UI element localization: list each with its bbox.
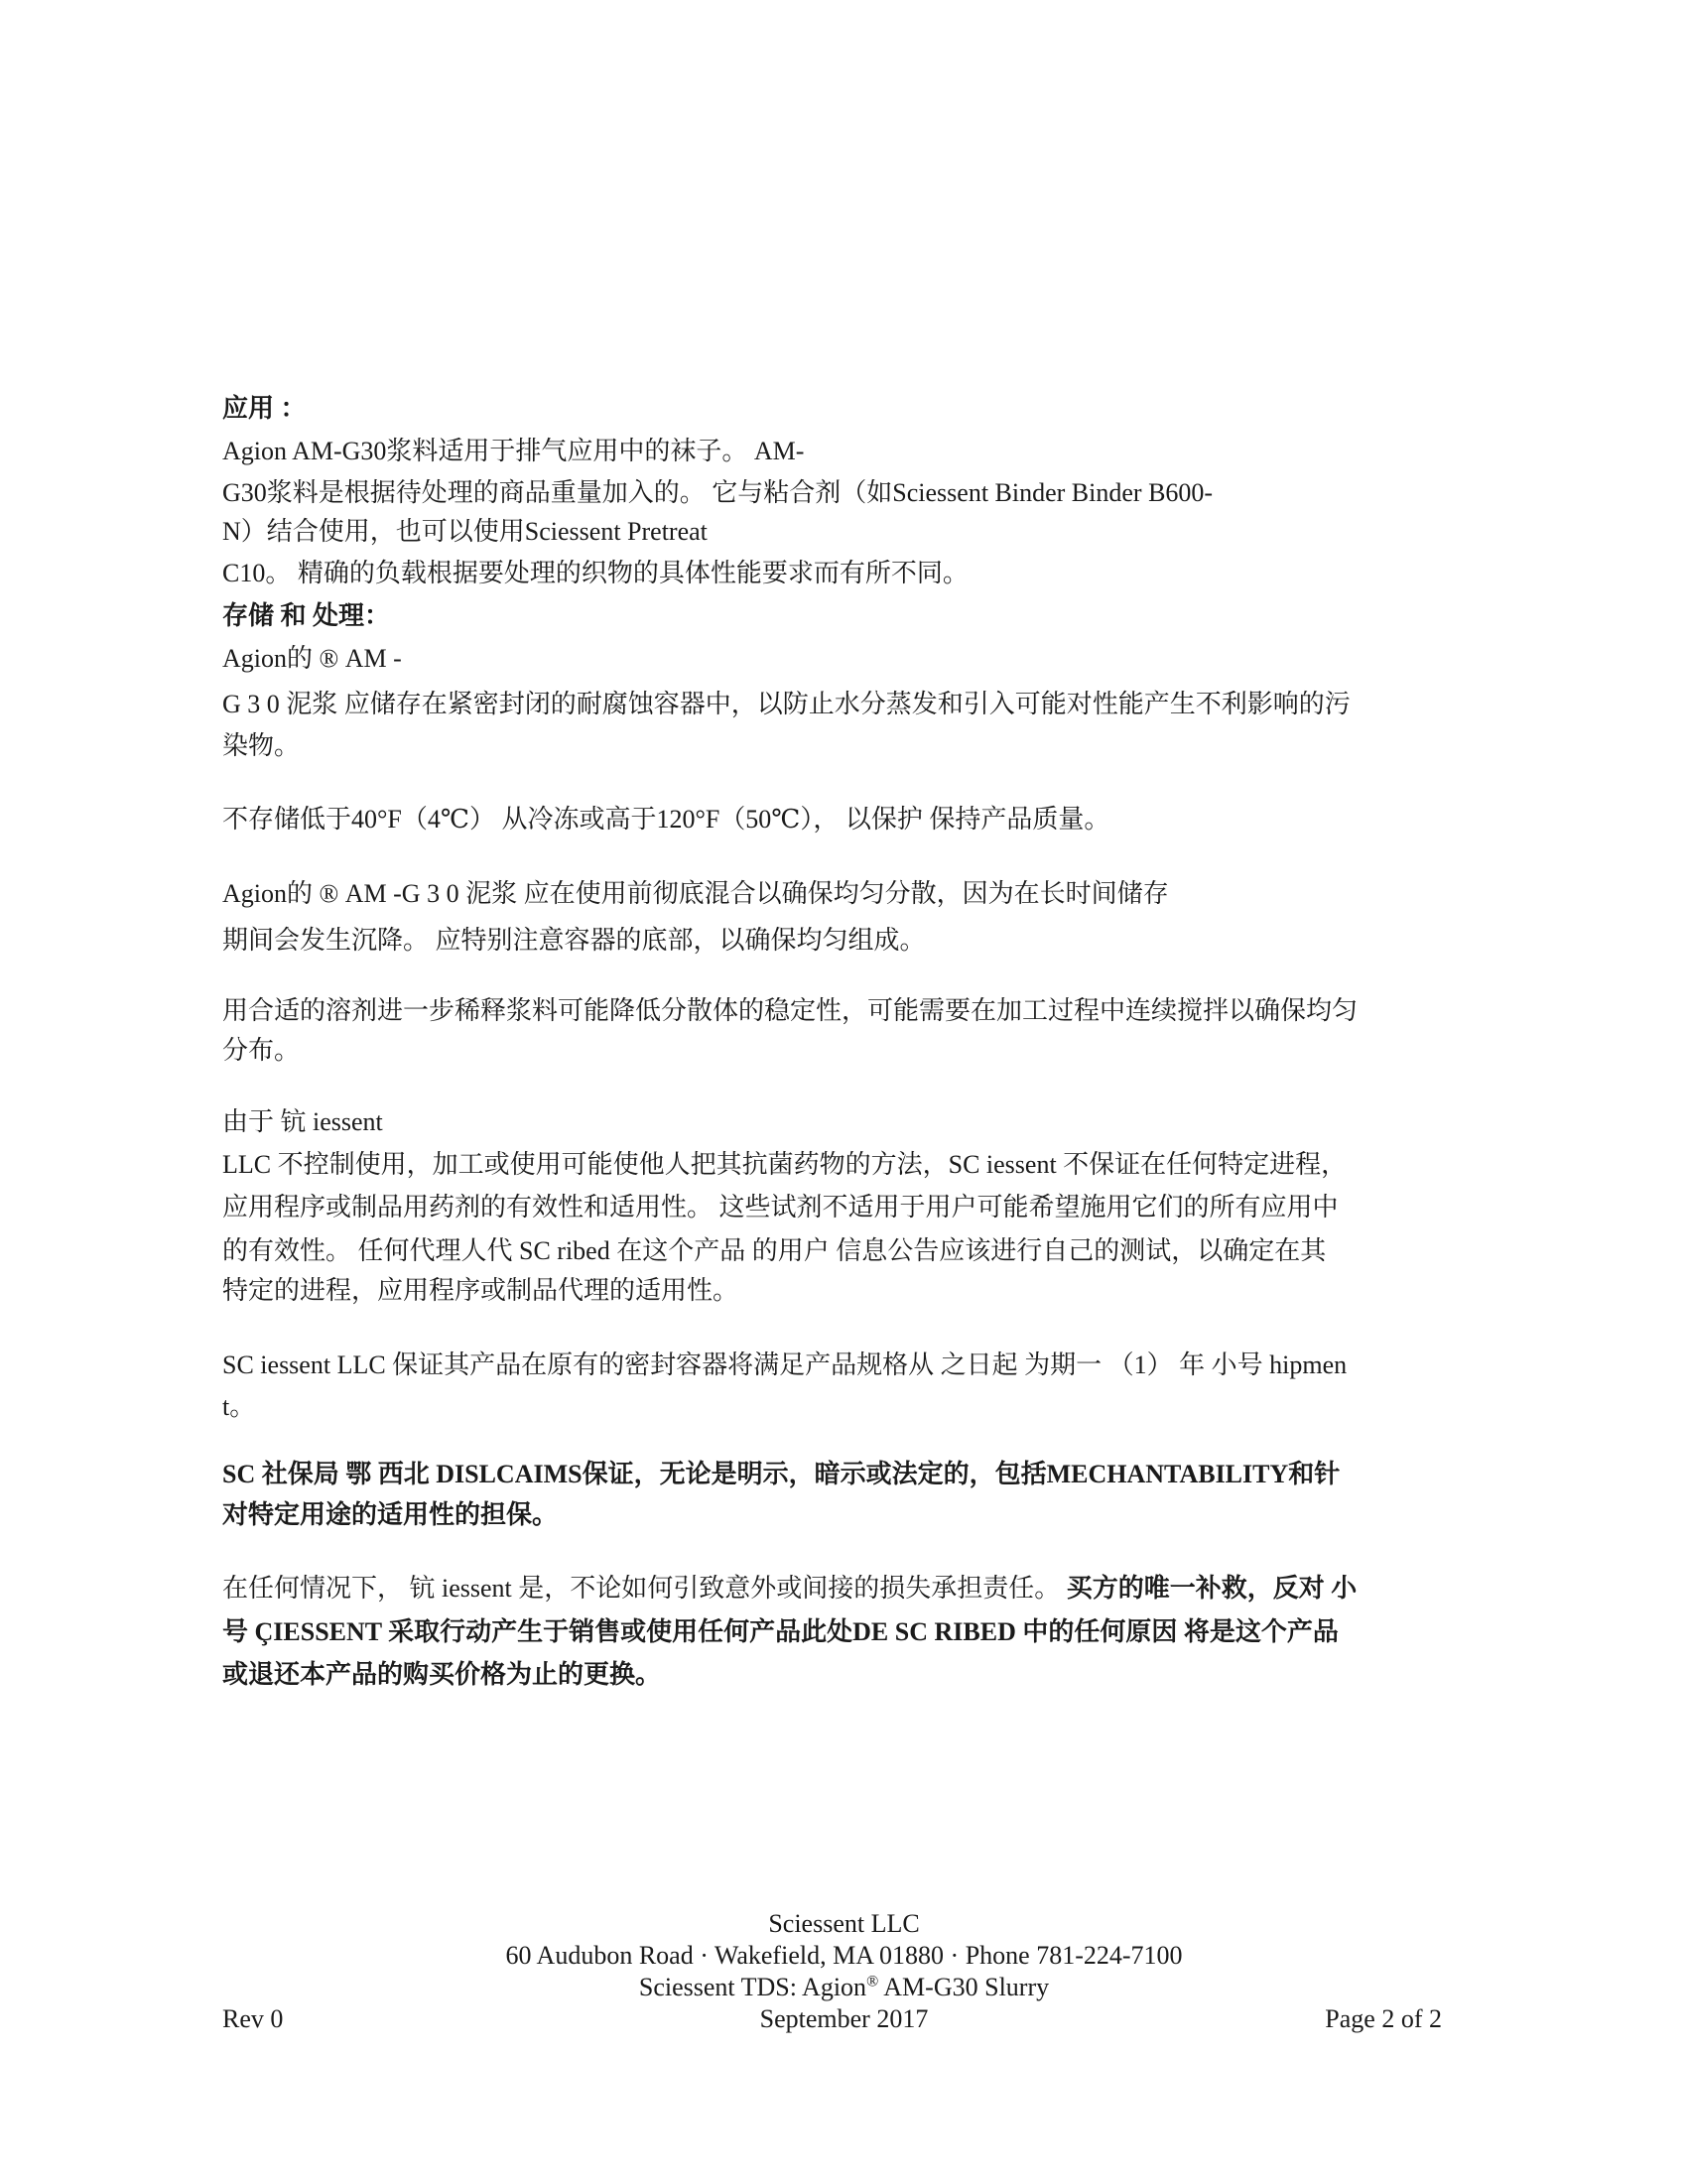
footer-company: Sciessent LLC bbox=[768, 1909, 920, 1938]
storage-p1-line-1: Agion的 ® AM - bbox=[222, 644, 402, 673]
footer-tds-prefix: Sciessent TDS: Agion bbox=[638, 1973, 867, 2001]
storage-p1-line-2: G 3 0 泥浆 应储存在紧密封闭的耐腐蚀容器中，以防止水分蒸发和引入可能对性能产生不利影响的污 bbox=[222, 690, 1351, 718]
liability-p1-line-2: LLC 不控制使用，加工或使用可能使他人把其抗菌药物的方法，SC iessent 不保证在任何特定进程， bbox=[222, 1150, 1348, 1179]
remedy-line-3: 或退还本产品的购买价格为止的更换。 bbox=[222, 1660, 662, 1689]
registered-mark: ® bbox=[866, 1973, 879, 1991]
storage-p4-line-2: 分布。 bbox=[222, 1036, 301, 1065]
liability-p1-line-5: 特定的进程，应用程序或制品代理的适用性。 bbox=[222, 1276, 739, 1305]
liability-p1-line-1: 由于 钪 iessent bbox=[222, 1107, 383, 1136]
liability-p2-line-1: SC iessent LLC 保证其产品在原有的密封容器将满足产品规格从 之日起 为期一 （1） 年 小号 hipmen bbox=[222, 1350, 1348, 1379]
footer-address: 60 Audubon Road · Wakefield, MA 01880 · Phone 781-224-7100 bbox=[505, 1941, 1183, 1970]
footer-date: September 2017 bbox=[759, 2004, 929, 2033]
remedy-line-1-bold: 买方的唯一补救，反对 小 bbox=[1066, 1574, 1358, 1603]
liability-p1-line-3: 应用程序或制品用药剂的有效性和适用性。 这些试剂不适用于用户可能希望施用它们的所有应用中 bbox=[222, 1193, 1339, 1221]
disclaimer-line-2: 对特定用途的适用性的担保。 bbox=[222, 1500, 559, 1529]
disclaimer-line-1: SC 社保局 鄂 西北 DISLCAIMS保证，无论是明示，暗示或法定的，包括MECHANTABILITY和针 bbox=[222, 1460, 1341, 1488]
storage-p4-line-1: 用合适的溶剂进一步稀释浆料可能降低分散体的稳定性，可能需要在加工过程中连续搅拌以确保均匀 bbox=[222, 996, 1359, 1025]
application-line-3: N）结合使用，也可以使用Sciessent Pretreat bbox=[222, 517, 708, 546]
storage-p1-line-3: 染物。 bbox=[222, 731, 301, 760]
application-line-2: G30浆料是根据待处理的商品重量加入的。 它与粘合剂（如Sciessent Binder Binder B600- bbox=[222, 478, 1214, 507]
liability-p2-line-2: t。 bbox=[222, 1392, 256, 1421]
remedy-line-1-regular: 在任何情况下， 钪 iessent 是，不论如何引致意外或间接的损失承担责任。 bbox=[222, 1574, 1067, 1603]
remedy-line-2: 号 ÇIESSENT 采取行动产生于销售或使用任何产品此处DE SC RIBED 中的任何原因 将是这个产品 bbox=[222, 1617, 1339, 1646]
storage-p3-line-1: Agion的 ® AM -G 3 0 泥浆 应在使用前彻底混合以确保均匀分散，因为在长时间储存 bbox=[222, 879, 1169, 908]
footer-page-number: Page 2 of 2 bbox=[1325, 2004, 1442, 2033]
footer-tds-suffix: AM-G30 Slurry bbox=[878, 1973, 1050, 2001]
storage-p2: 不存储低于40°F（4℃） 从冷冻或高于120°F（50℃）， 以保护 保持产品质量。 bbox=[222, 805, 1110, 834]
application-heading: 应用 ： bbox=[222, 394, 307, 423]
application-line-1: Agion AM-G30浆料适用于排气应用中的袜子。 AM- bbox=[222, 437, 805, 465]
footer-tds bbox=[0, 1972, 1688, 2003]
storage-heading: 存储 和 处理： bbox=[222, 601, 391, 630]
application-line-4: C10。 精确的负载根据要处理的织物的具体性能要求而有所不同。 bbox=[222, 559, 969, 587]
footer-revision: Rev 0 bbox=[222, 2004, 284, 2033]
liability-p1-line-4: 的有效性。 任何代理人代 SC ribed 在这个产品 的用户 信息公告应该进行自己的测试，以确定在其 bbox=[222, 1236, 1327, 1265]
remedy-line-1 bbox=[222, 1573, 1357, 1605]
storage-p3-line-2: 期间会发生沉降。 应特别注意容器的底部，以确保均匀组成。 bbox=[222, 926, 926, 955]
